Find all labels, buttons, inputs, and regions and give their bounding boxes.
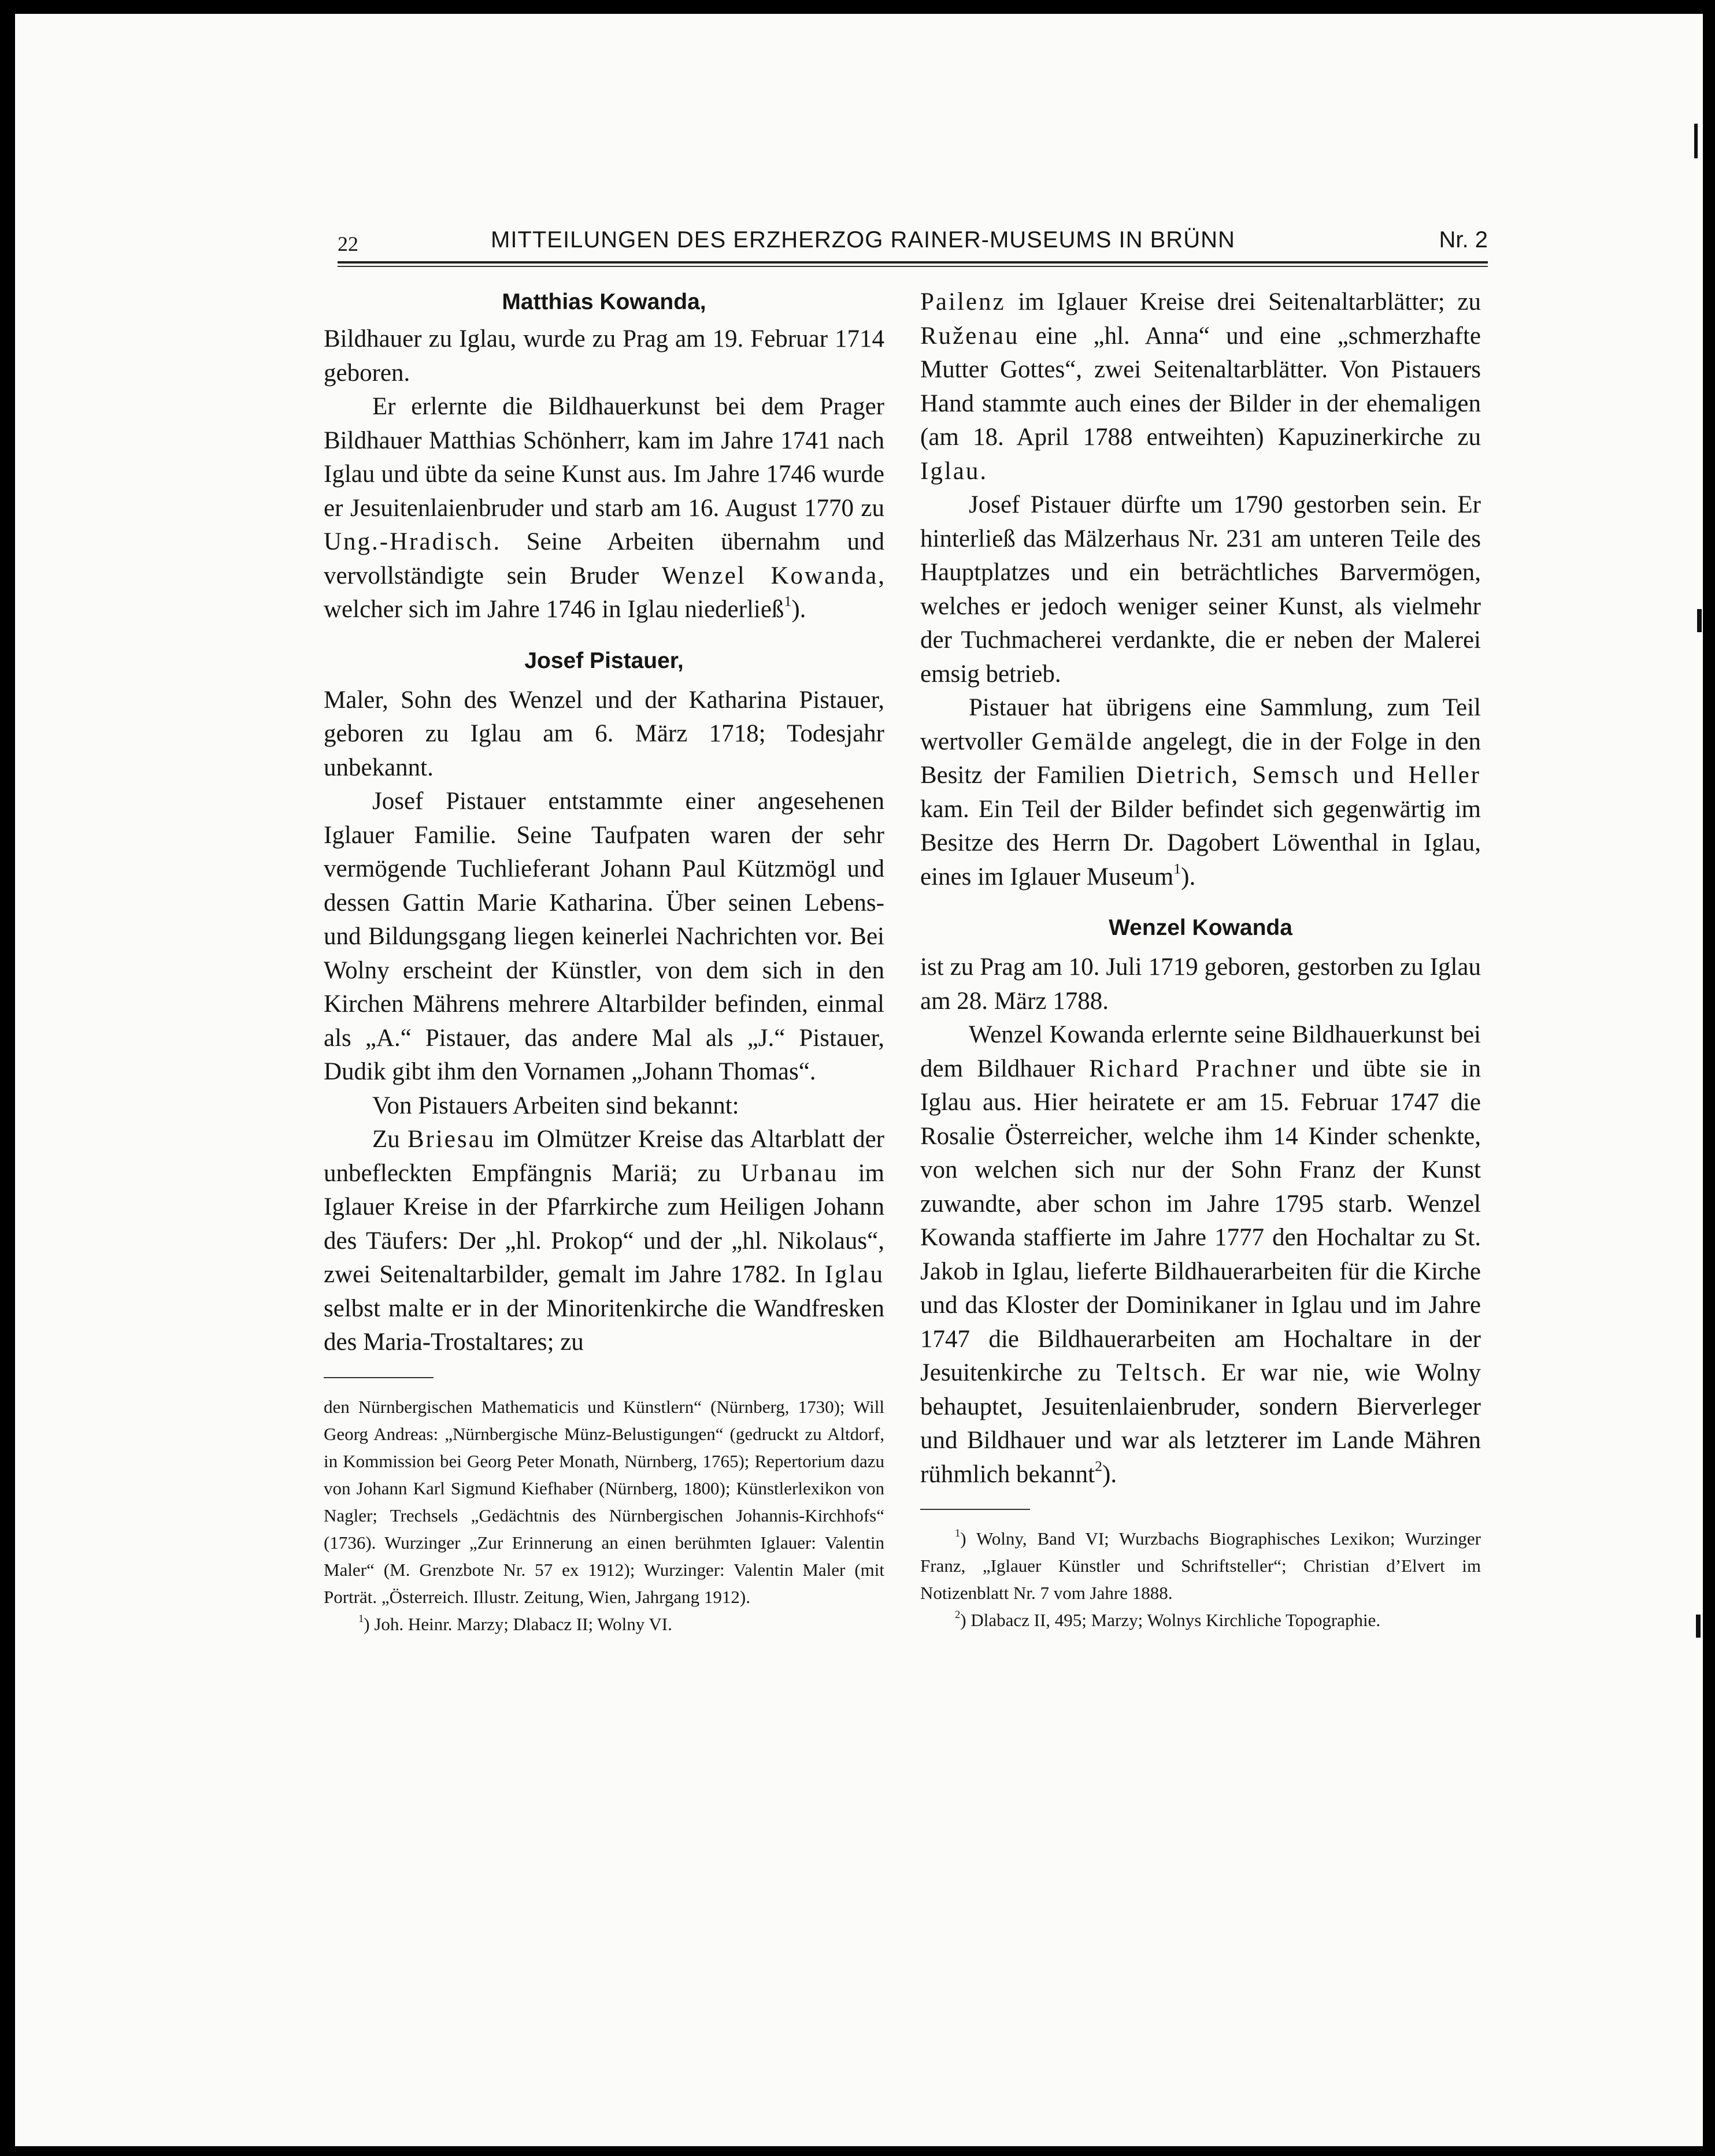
text-run: im Olmützer Kreise das Altarblatt der unbefleckten Empfängnis Mariä; zu bbox=[324, 1126, 884, 1187]
text-run: ). bbox=[1181, 863, 1196, 890]
footnote-rule bbox=[324, 1377, 434, 1378]
footnote-text: ) Joh. Heinr. Marzy; Dlabacz II; Wolny VI. bbox=[364, 1613, 672, 1634]
footnote-mark: 1 bbox=[955, 1527, 961, 1540]
paragraph bbox=[324, 684, 884, 785]
text-run: ). bbox=[1102, 1460, 1117, 1488]
text-run: Er erlernte die Bildhauerkunst bei dem Prager Bildhauer Matthias Schönherr, kam im Jahre 1741 nach Iglau und übte da seine Kunst aus. Im Jahre 1746 wurde er Jesuitenlaienbruder und starb am 16. August 1770 zu bbox=[324, 393, 884, 522]
text-run: Zu bbox=[372, 1126, 408, 1153]
text-run: Von Pistauers Arbeiten sind bekannt: bbox=[372, 1092, 739, 1119]
text-run: Josef Pistauer entstammte einer angesehenen Iglauer Familie. Seine Taufpaten waren der sehr vermögende Tuchlieferant Johann Paul Kützmögl und dessen Gattin Marie Katharina. Über seinen Lebens- und Bildungsgang liegen keinerlei Nachrichten vor. Bei Wolny erscheint der Künstler, von dem sich in den Kirchen Mährens mehrere Altarbilder befinden, einmal als „A.“ Pistauer, das andere Mal als „J.“ Pistauer, Dudik gibt ihm den Vornamen „Johann Thomas“. bbox=[324, 788, 884, 1085]
text-run: . bbox=[980, 457, 987, 485]
document-page bbox=[15, 14, 1703, 2146]
paragraph bbox=[324, 1123, 884, 1360]
paragraph bbox=[920, 951, 1481, 1018]
text-run: ). bbox=[791, 596, 806, 623]
text-run: Josef Pistauer dürfte um 1790 gestorben sein. Er hinterließ das Mälzerhaus Nr. 231 am unteren Teile des Hauptplatzes und ein beträchtliches Barvermögen, welches er jedoch weniger seiner Kunst, als vielmehr der Tuchmacherei verdankte, die er neben der Malerei emsig betrieb. bbox=[920, 491, 1481, 688]
text-run: Bildhauer zu Iglau, wurde zu Prag am 19. Februar 1714 geboren. bbox=[324, 325, 884, 387]
footnote-mark: 1 bbox=[358, 1612, 364, 1625]
footnote-rule bbox=[920, 1509, 1030, 1510]
scan-mark bbox=[1696, 1615, 1701, 1638]
text-run: Pistauer hat übrigens eine Sammlung, zum Teil wertvoller bbox=[920, 694, 1481, 755]
paragraph bbox=[920, 285, 1481, 488]
footnote bbox=[920, 1606, 1481, 1634]
footnotes bbox=[324, 1393, 884, 1638]
footnote-text: ) Dlabacz II, 495; Marzy; Wolnys Kirchliche Topographie. bbox=[960, 1610, 1381, 1630]
footnote-text: ) Wolny, Band VI; Wurzbachs Biographisches Lexikon; Wurzinger Franz, „Iglauer Künstler und Schriftsteller“; Christian d’Elvert im Notizenblatt Nr. 7 vom Jahre 1888. bbox=[920, 1528, 1481, 1603]
right-column bbox=[920, 285, 1481, 1634]
page-number: 22 bbox=[338, 232, 358, 255]
spaced-place: Iglau bbox=[824, 1261, 884, 1288]
issue-number: Nr. 2 bbox=[1439, 227, 1488, 253]
text-run: . Seine Arbeiten übernahm und vervollständigte sein Bruder bbox=[324, 528, 884, 589]
text-run: angelegt, die in der Folge in den Besitz der Familien bbox=[920, 728, 1481, 789]
scan-mark bbox=[1694, 124, 1698, 158]
spaced-place: Pailenz bbox=[920, 288, 1006, 316]
text-run: und übte sie in Iglau aus. Hier heiratete er am 15. Februar 1747 die Rosalie Österreicher, welche ihm 14 Kinder schenkte, von welchen sich nur der Sohn Franz der Kunst zuwandte, aber schon im Jahre 1795 starb. Wenzel Kowanda staffierte im Jahre 1777 den Hochaltar zu St. Jakob in Iglau, lieferte Bildhauerarbeiten für die Kirche und das Kloster der Dominikaner in Iglau und im Jahre 1747 die Bildhauerarbeiten am Hochaltare in der Jesuitenkirche zu bbox=[920, 1055, 1481, 1386]
spaced-place: Teltsch bbox=[1116, 1359, 1200, 1386]
text-run: im Iglauer Kreise in der Pfarrkirche zum Heiligen Johann des Täufers: Der „hl. Prokop“ und der „hl. Nikolaus“, zwei Seitenaltarbilder, gemalt im Jahre 1782. In bbox=[324, 1159, 884, 1288]
text-run: , welcher sich im Jahre 1746 in Iglau niederließ bbox=[324, 562, 885, 623]
spaced-place: Ruženau bbox=[920, 322, 1020, 350]
paragraph bbox=[324, 322, 884, 390]
left-column bbox=[324, 285, 884, 1638]
journal-title: MITTEILUNGEN DES ERZHERZOG RAINER-MUSEUMS IN BRÜNN bbox=[491, 227, 1235, 253]
header-rule bbox=[338, 261, 1488, 264]
scan-mark bbox=[1697, 609, 1702, 632]
footnote-mark: 2 bbox=[955, 1609, 961, 1621]
spaced-place: Iglau bbox=[920, 457, 980, 485]
spaced-names: Dietrich, Semsch und Heller bbox=[1136, 762, 1481, 789]
footnote-continuation: den Nürnbergischen Mathematicis und Künstlern“ (Nürnberg, 1730); Will Georg Andreas: „Nürnbergische Münz-Belustigungen“ (gedruckt zu Altdorf, in Kommission bei Georg Peter Monath, Nürnberg, 1765); Repertorium dazu von Johann Karl Sigmund Kiefhaber (Nürnberg, 1800); Künstlerlexikon von Nagler; Trechsels „Gedächtnis des Nürnbergischen Johannis-Kirchhofs“ (1736). Wurzinger „Zur Erinnerung an einen berühmten Iglauer: Valentin Maler“ (M. Grenzbote Nr. 57 ex 1912); Wurzinger: Valentin Maler (mit Porträt. „Österreich. Illustr. Zeitung, Wien, Jahrgang 1912). bbox=[324, 1396, 884, 1607]
footnote-ref: 2 bbox=[1095, 1457, 1103, 1475]
footnote-ref: 1 bbox=[1173, 860, 1181, 877]
spaced-name: Richard Prachner bbox=[1089, 1055, 1298, 1082]
paragraph bbox=[324, 1089, 884, 1123]
paragraph bbox=[920, 691, 1481, 894]
text-run: kam. Ein Teil der Bilder befindet sich gegenwärtig im Besitze des Herrn Dr. Dagobert Löwenthal in Iglau, eines im Iglauer Museum bbox=[920, 795, 1481, 890]
spaced-name: Wenzel Kowanda bbox=[661, 562, 879, 589]
footnote-ref: 1 bbox=[784, 592, 792, 610]
text-run: im Iglauer Kreise drei Seitenaltarblätter; zu bbox=[1005, 288, 1481, 316]
spaced-place: Urbanau bbox=[740, 1159, 839, 1187]
section-heading: Josef Pistauer, bbox=[524, 648, 684, 673]
paragraph bbox=[324, 785, 884, 1089]
text-run: selbst malte er in der Minoritenkirche die Wandfresken des Maria-Trostaltares; zu bbox=[324, 1294, 884, 1356]
running-header bbox=[338, 219, 1488, 259]
text-run: eine „hl. Anna“ und eine „schmerzhafte Mutter Gottes“, zwei Seitenaltarblätter. Von Pistauers Hand stammte auch eines der Bilder in der ehemaligen (am 18. April 1788 entweihten) Kapuzinerkirche zu bbox=[920, 322, 1481, 451]
paragraph bbox=[324, 390, 884, 627]
section-heading: Wenzel Kowanda bbox=[1109, 915, 1292, 940]
spaced-place: Briesau bbox=[407, 1126, 496, 1153]
text-run: Maler, Sohn des Wenzel und der Katharina Pistauer, geboren zu Iglau am 6. März 1718; Todesjahr unbekannt. bbox=[324, 686, 884, 781]
spaced-place: Ung.-Hradisch bbox=[324, 528, 494, 555]
header-rule-thin bbox=[338, 266, 1488, 267]
footnotes bbox=[920, 1525, 1481, 1634]
footnote bbox=[920, 1525, 1481, 1606]
text-run: . Er war nie, wie Wolny behauptet, Jesuitenlaienbruder, sondern Bierverleger und Bildhauer und war als letzterer im Lande Mähren rühmlich bekannt bbox=[920, 1359, 1481, 1488]
paragraph bbox=[920, 488, 1481, 691]
spaced-word: Gemälde bbox=[1031, 728, 1134, 755]
section-heading: Matthias Kowanda, bbox=[502, 290, 706, 314]
text-run: ist zu Prag am 10. Juli 1719 geboren, gestorben zu Iglau am 28. März 1788. bbox=[920, 953, 1481, 1015]
text-run: Wenzel Kowanda erlernte seine Bildhauerkunst bei dem Bildhauer bbox=[920, 1021, 1481, 1082]
footnote bbox=[324, 1610, 884, 1638]
paragraph bbox=[920, 1018, 1481, 1491]
